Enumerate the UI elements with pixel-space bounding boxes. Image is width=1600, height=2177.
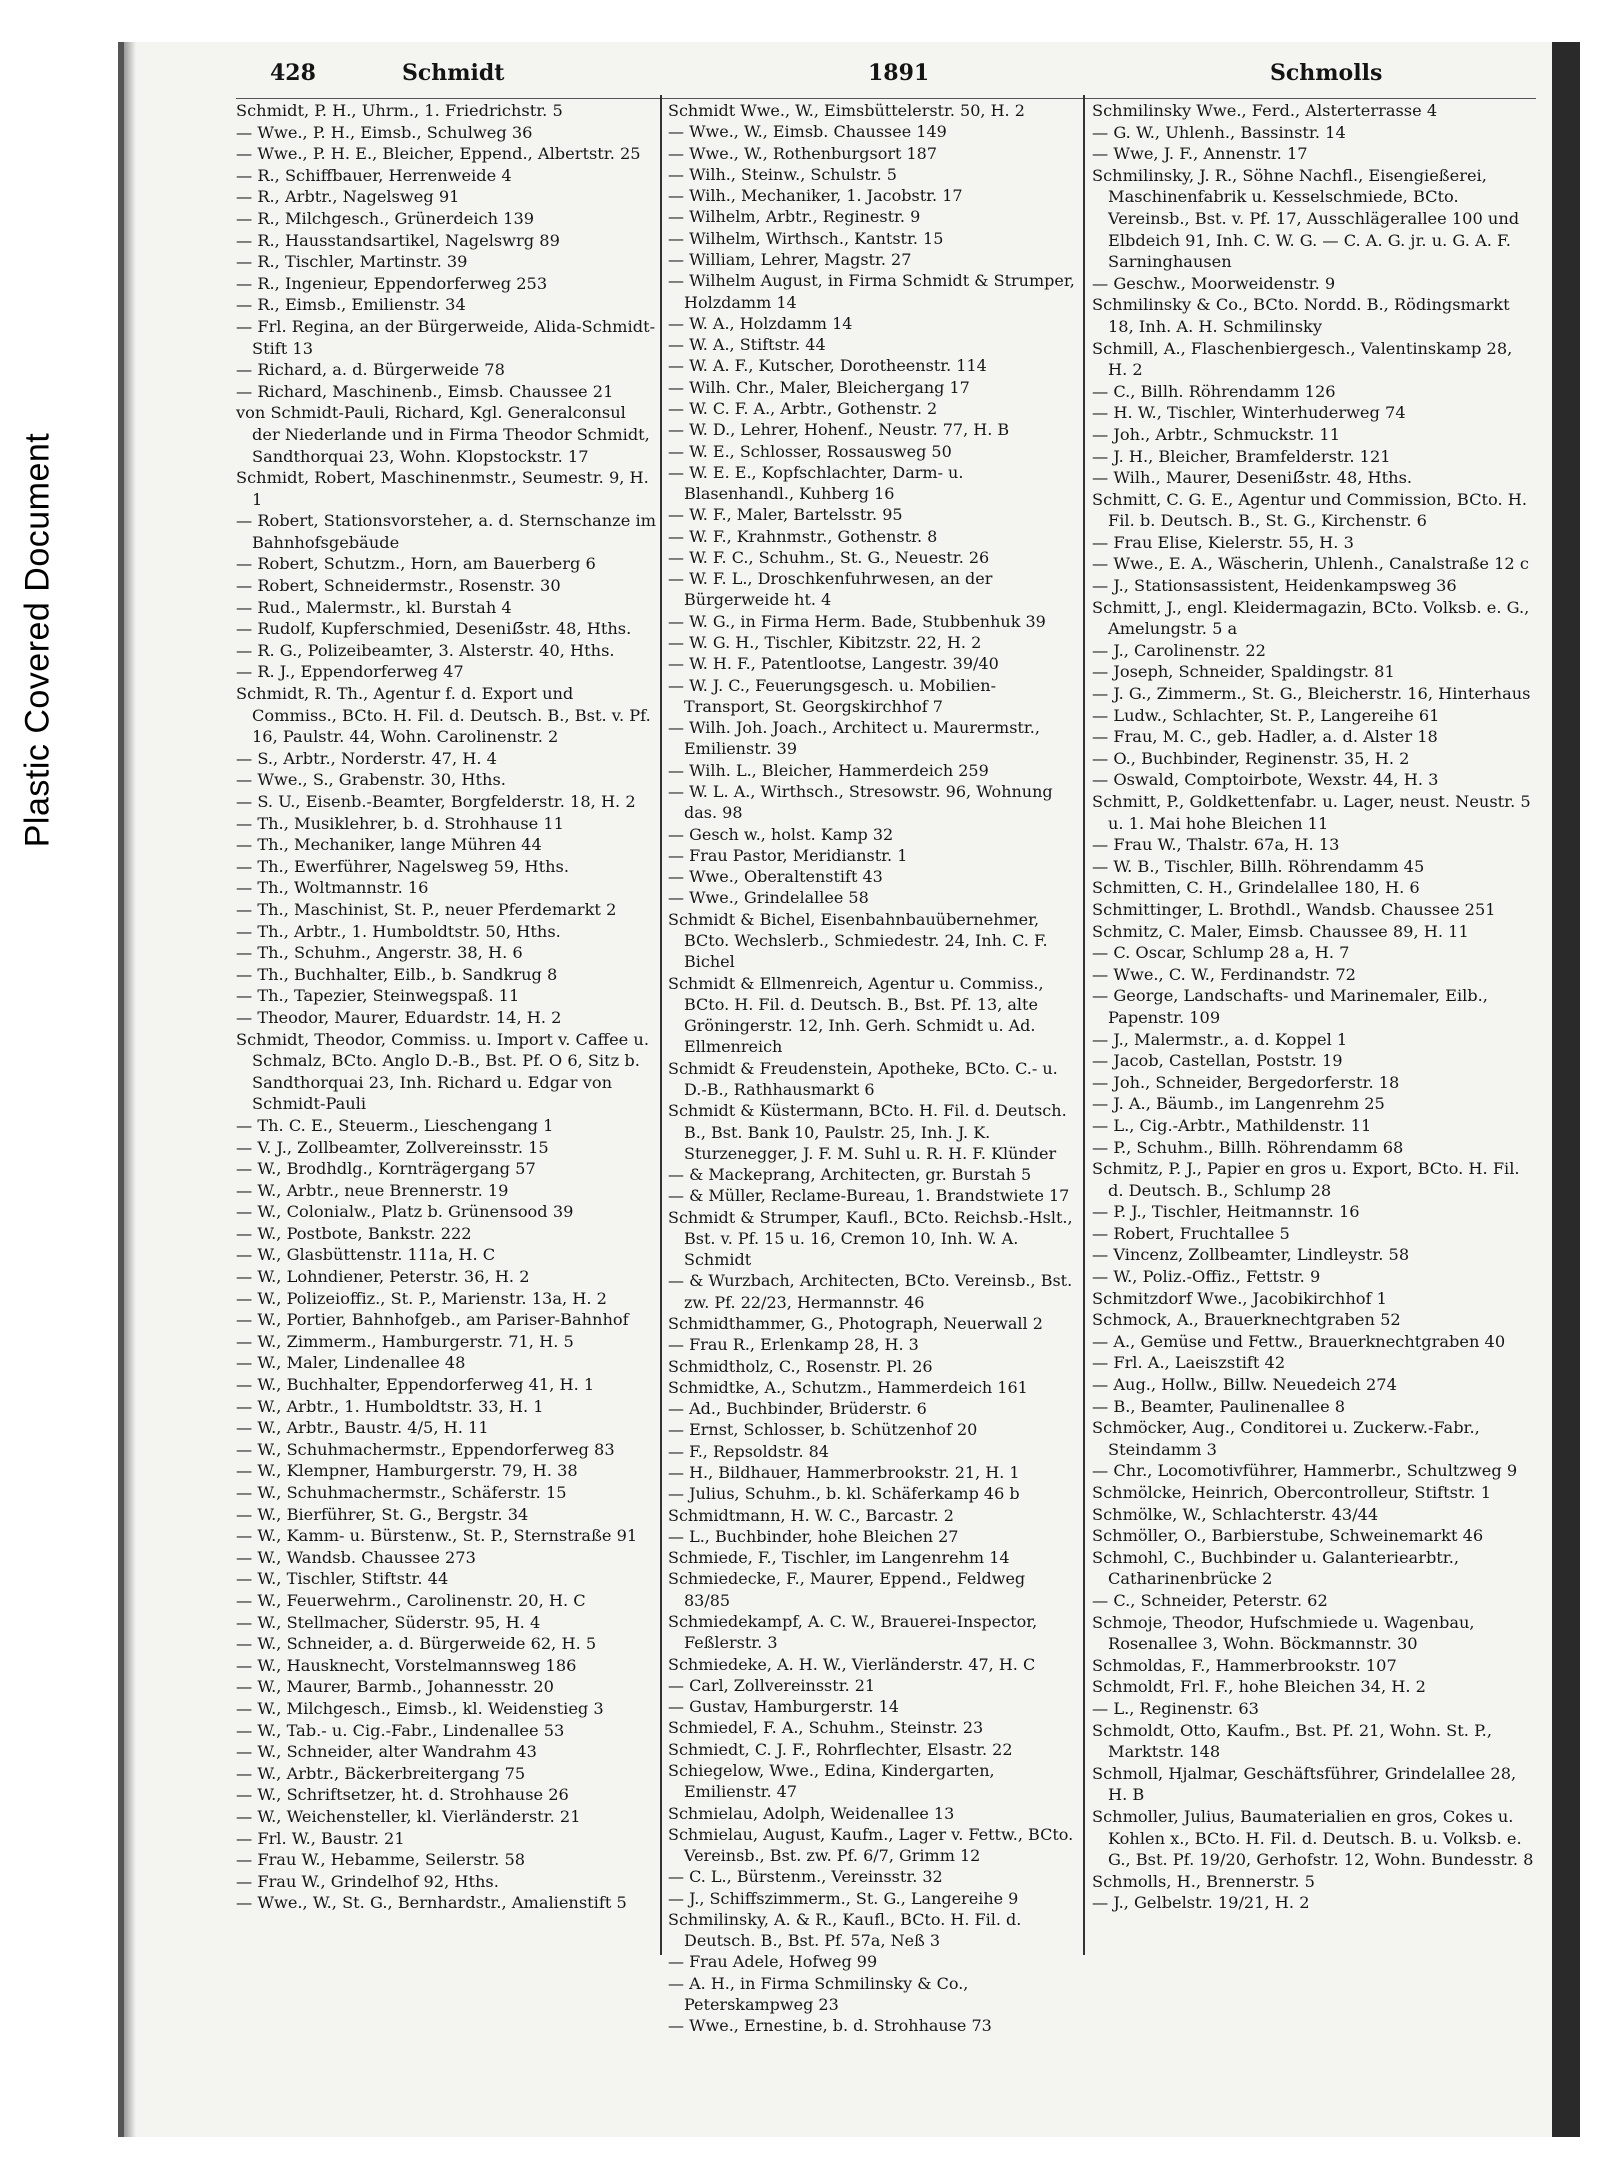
directory-entry: — Wwe., S., Grabenstr. 30, Hths.	[236, 770, 506, 790]
directory-entry: — A., Gemüse und Fettw., Brauerknechtgraben 40	[1092, 1331, 1506, 1351]
directory-entry: — W., Arbtr., 1. Humboldtstr. 33, H. 1	[236, 1396, 544, 1416]
directory-entry: — Wwe., W., St. G., Bernhardstr., Amalienstift 5	[236, 1893, 627, 1913]
directory-entry: — W., Kamm- u. Bürstenw., St. P., Sternstraße 91	[236, 1526, 638, 1546]
directory-entry: — J., Malermstr., a. d. Koppel 1	[1092, 1029, 1348, 1049]
left-keyword: Schmidt	[402, 60, 505, 86]
directory-entry: — George, Landschafts- und Marinemaler, Eilb., Papenstr. 109	[1092, 986, 1488, 1027]
directory-entry: — R., Tischler, Martinstr. 39	[236, 252, 468, 272]
directory-entry: — R. J., Eppendorferweg 47	[236, 662, 464, 682]
directory-entry: — W. L. A., Wirthsch., Stresowstr. 96, Wohnung das. 98	[668, 782, 1053, 823]
directory-entry: — F., Repsoldstr. 84	[668, 1441, 829, 1461]
directory-entry: — W., Maurer, Barmb., Johannesstr. 20	[236, 1677, 554, 1697]
directory-entry: Schmock, A., Brauerknechtgraben 52	[1092, 1310, 1401, 1330]
directory-entry: — C. Oscar, Schlump 28 a, H. 7	[1092, 943, 1350, 963]
directory-entry: Schmitz, C. Maler, Eimsb. Chaussee 89, H. 11	[1092, 921, 1469, 941]
directory-entry: — Frau W., Grindelhof 92, Hths.	[236, 1871, 499, 1891]
directory-entry: Schmidthammer, G., Photograph, Neuerwall 2	[668, 1314, 1043, 1334]
directory-entry: — Gustav, Hamburgerstr. 14	[668, 1697, 899, 1717]
directory-entry: — Wwe., P. H. E., Bleicher, Eppend., Albertstr. 25	[236, 144, 641, 164]
directory-entry: — Wilh., Mechaniker, 1. Jacobstr. 17	[668, 186, 963, 206]
directory-entry: — W., Portier, Bahnhofgeb., am Pariser-Bahnhof	[236, 1310, 629, 1330]
directory-entry: — J. A., Bäumb., im Langenrehm 25	[1092, 1094, 1385, 1114]
directory-entry: Schmiedeke, A. H. W., Vierländerstr. 47, H. C	[668, 1654, 1036, 1674]
directory-entry: Schmiede, F., Tischler, im Langenrehm 14	[668, 1548, 1010, 1568]
directory-entry: — C. L., Bürstenm., Vereinsstr. 32	[668, 1867, 943, 1887]
year: 1891	[868, 60, 930, 86]
directory-entry: — Frau Pastor, Meridianstr. 1	[668, 845, 908, 865]
directory-entry: Schiegelow, Wwe., Edina, Kindergarten, Emilienstr. 47	[668, 1760, 995, 1802]
directory-entry: — W. A. F., Kutscher, Dorotheenstr. 114	[668, 356, 987, 376]
directory-entry: — L., Cig.-Arbtr., Mathildenstr. 11	[1092, 1115, 1372, 1135]
directory-entry: — W. F., Maler, Bartelsstr. 95	[668, 505, 903, 525]
directory-entry: — A. H., in Firma Schmilinsky & Co., Peterskampweg 23	[668, 1973, 969, 2015]
directory-entry: — W., Buchhalter, Eppendorferweg 41, H. 1	[236, 1375, 595, 1395]
directory-entry: — Richard, a. d. Bürgerweide 78	[236, 360, 505, 380]
directory-entry: — W. G. H., Tischler, Kibitzstr. 22, H. 2	[668, 633, 982, 653]
directory-entry: — W. F. L., Droschkenfuhrwesen, an der Bürgerweide ht. 4	[668, 569, 993, 610]
directory-entry: — Robert, Stationsvorsteher, a. d. Sternschanze im Bahnhofsgebäude	[236, 511, 657, 552]
directory-entry: — Wilhelm, Arbtr., Reginestr. 9	[668, 207, 921, 227]
directory-entry: Schmidt, R. Th., Agentur f. d. Export und Commiss., BCto. H. Fil. d. Deutsch. B., Bst. v. Pf. 16, Paulstr. 44, Wohn. Carolinenstr. 2	[236, 684, 651, 747]
column-2	[668, 100, 1076, 2037]
directory-entry: — Wwe., W., Rothenburgsort 187	[668, 143, 938, 163]
directory-entry: — W. E. E., Kopfschlachter, Darm- u. Blasenhandl., Kuhberg 16	[668, 462, 964, 504]
directory-entry: — W., Postbote, Bankstr. 222	[236, 1223, 472, 1243]
directory-entry: Schmidt Wwe., W., Eimsbüttelerstr. 50, H. 2	[668, 101, 1025, 120]
directory-entry: — W., Hausknecht, Vorstelmannsweg 186	[236, 1655, 577, 1675]
directory-entry: — Wwe., E. A., Wäscherin, Uhlenh., Canalstraße 12 c	[1092, 554, 1529, 574]
directory-entry: Schmiedekampf, A. C. W., Brauerei-Inspector, Feßlerstr. 3	[668, 1611, 1038, 1653]
directory-entry: — Carl, Zollvereinsstr. 21	[668, 1675, 876, 1695]
directory-entry: — Geschw., Moorweidenstr. 9	[1092, 273, 1336, 293]
directory-entry: — W. F., Krahnmstr., Gothenstr. 8	[668, 526, 938, 546]
directory-entry: — Wilhelm, Wirthsch., Kantstr. 15	[668, 228, 944, 248]
directory-entry: Schmöller, O., Barbierstube, Schweinemarkt 46	[1092, 1526, 1484, 1546]
directory-entry: Schmohl, C., Buchbinder u. Galanteriearbtr., Catharinenbrücke 2	[1092, 1547, 1460, 1589]
directory-entry: — W., Weichensteller, kl. Vierländerstr. 21	[236, 1806, 581, 1826]
directory-entry: — & Müller, Reclame-Bureau, 1. Brandstwiete 17	[668, 1186, 1070, 1206]
directory-entry: — Chr., Locomotivführer, Hammerbr., Schultzweg 9	[1092, 1461, 1518, 1481]
directory-entry: Schmielau, August, Kaufm., Lager v. Fettw., BCto. Vereinsb., Bst. zw. Pf. 6/7, Grimm 12	[668, 1824, 1074, 1866]
directory-entry: Schmiedt, C. J. F., Rohrflechter, Elsastr. 22	[668, 1739, 1013, 1759]
directory-entry: — W. D., Lehrer, Hohenf., Neustr. 77, H. B	[668, 420, 1010, 440]
directory-entry: Schmitten, C. H., Grindelallee 180, H. 6	[1092, 878, 1420, 898]
directory-entry: — Th., Schuhm., Angerstr. 38, H. 6	[236, 943, 523, 963]
directory-entry: Schmöcker, Aug., Conditorei u. Zuckerw.-Fabr., Steindamm 3	[1092, 1418, 1480, 1459]
directory-entry: Schmidt, Theodor, Commiss. u. Import v. Caffee u. Schmalz, BCto. Anglo D.-B., Bst. Pf. O 6, Sitz b. Sandthorquai 23, Inh. Richard u. Edgar von Schmidt-Pauli	[236, 1029, 649, 1114]
directory-entry: — W., Zimmerm., Hamburgerstr. 71, H. 5	[236, 1331, 574, 1351]
directory-entry: — R., Arbtr., Nagelsweg 91	[236, 187, 460, 207]
directory-entry: — H., Bildhauer, Hammerbrookstr. 21, H. 1	[668, 1463, 1020, 1482]
directory-entry: — W., Brodhdlg., Kornträgergang 57	[236, 1159, 536, 1179]
directory-entry: Schmoldas, F., Hammerbrookstr. 107	[1092, 1655, 1397, 1675]
directory-entry: — W., Arbtr., neue Brennerstr. 19	[236, 1180, 509, 1200]
directory-entry: — W. G., in Firma Herm. Bade, Stubbenhuk 39	[668, 611, 1046, 631]
directory-entry: — Vincenz, Zollbeamter, Lindleystr. 58	[1092, 1245, 1410, 1265]
directory-entry: Schmoje, Theodor, Hufschmiede u. Wagenbau, Rosenallee 3, Wohn. Böckmannstr. 30	[1092, 1612, 1475, 1654]
directory-entry: — H. W., Tischler, Winterhuderweg 74	[1092, 403, 1406, 423]
directory-entry: — Th., Tapezier, Steinwegspaß. 11	[236, 986, 520, 1006]
directory-entry: — J. G., Zimmerm., St. G., Bleicherstr. 16, Hinterhaus	[1092, 684, 1531, 704]
directory-entry: — G. W., Uhlenh., Bassinstr. 14	[1092, 122, 1346, 142]
directory-entry: — J., Gelbelstr. 19/21, H. 2	[1092, 1893, 1310, 1913]
directory-entry: — Wwe., Ernestine, b. d. Strohhause 73	[668, 2016, 992, 2036]
directory-entry: — P. J., Tischler, Heitmannstr. 16	[1092, 1202, 1360, 1222]
column-1	[236, 100, 656, 1914]
side-label-text: Plastic Covered Document	[18, 432, 57, 848]
directory-entry: — Th., Maschinist, St. P., neuer Pferdemarkt 2	[236, 899, 617, 919]
directory-entry: Schmilinsky & Co., BCto. Nordd. B., Rödingsmarkt 18, Inh. A. H. Schmilinsky	[1092, 295, 1510, 336]
directory-entry: — W., Arbtr., Bäckerbreitergang 75	[236, 1763, 526, 1783]
directory-entry: Schmoldt, Frl. F., hohe Bleichen 34, H. 2	[1092, 1677, 1426, 1697]
directory-entry: — W., Schneider, a. d. Bürgerweide 62, H. 5	[236, 1634, 597, 1654]
directory-entry: — J., Schiffszimmerm., St. G., Langereihe 9	[668, 1888, 1019, 1908]
directory-entry: — Frau W., Hebamme, Seilerstr. 58	[236, 1850, 526, 1870]
directory-entry: Schmolls, H., Brennerstr. 5	[1092, 1871, 1315, 1891]
directory-entry: — W., Bierführer, St. G., Bergstr. 34	[236, 1504, 529, 1524]
directory-entry: — Frl. A., Laeiszstift 42	[1092, 1353, 1286, 1373]
directory-entry: — W. E., Schlosser, Rossausweg 50	[668, 441, 952, 461]
directory-entry: — W., Colonialw., Platz b. Grünensood 39	[236, 1202, 574, 1222]
directory-entry: — Frau R., Erlenkamp 28, H. 3	[668, 1335, 919, 1355]
directory-entry: — Th. C. E., Steuerm., Lieschengang 1	[236, 1115, 554, 1135]
directory-entry: — W. F. C., Schuhm., St. G., Neuestr. 26	[668, 547, 990, 567]
directory-entry: Schmidt & Küstermann, BCto. H. Fil. d. Deutsch. B., Bst. Bank 10, Paulstr. 25, Inh. J. K. Sturzenegger, J. F. M. Suhl u. R. H. F. Klünder	[668, 1101, 1067, 1163]
directory-entry: — Frau W., Thalstr. 67a, H. 13	[1092, 835, 1340, 855]
directory-entry: — J. H., Bleicher, Bramfelderstr. 121	[1092, 446, 1391, 466]
directory-entry: — Joh., Schneider, Bergedorferstr. 18	[1092, 1072, 1400, 1092]
directory-entry: — Rud., Malermstr., kl. Burstah 4	[236, 597, 512, 617]
directory-entry: — W., Feuerwehrm., Carolinenstr. 20, H. C	[236, 1590, 586, 1610]
directory-entry: — W., Schriftsetzer, ht. d. Strohhause 26	[236, 1785, 569, 1805]
directory-entry: Schmiedel, F. A., Schuhm., Steinstr. 23	[668, 1718, 984, 1738]
directory-entry: — W. A., Stiftstr. 44	[668, 335, 826, 355]
directory-entry: — L., Buchbinder, hohe Bleichen 27	[668, 1526, 959, 1546]
directory-entry: — W., Stellmacher, Süderstr. 95, H. 4	[236, 1612, 541, 1632]
column-3	[1092, 100, 1534, 1914]
directory-entry: — W., Poliz.-Offiz., Fettstr. 9	[1092, 1267, 1321, 1287]
directory-entry: — & Wurzbach, Architecten, BCto. Vereinsb., Bst. zw. Pf. 22/23, Hermannstr. 46	[668, 1271, 1073, 1312]
header-rule	[236, 98, 1536, 99]
directory-entry: — Rudolf, Kupferschmied, Deseniẞstr. 48, Hths.	[236, 619, 632, 639]
directory-entry: Schmidtke, A., Schutzm., Hammerdeich 161	[668, 1377, 1028, 1397]
directory-entry: Schmill, A., Flaschenbiergesch., Valentinskamp 28, H. 2	[1092, 338, 1513, 380]
directory-entry: — Wwe., W., Eimsb. Chaussee 149	[668, 122, 947, 142]
directory-entry: — Frl. Regina, an der Bürgerweide, Alida-Schmidt-Stift 13	[236, 316, 656, 358]
directory-entry: — Julius, Schuhm., b. kl. Schäferkamp 46 b	[668, 1484, 1020, 1504]
directory-entry: Schmitt, P., Goldkettenfabr. u. Lager, neust. Neustr. 5 u. 1. Mai hohe Bleichen 11	[1092, 792, 1531, 833]
directory-entry: — Th., Woltmannstr. 16	[236, 878, 429, 898]
directory-entry: — W. B., Tischler, Billh. Röhrendamm 45	[1092, 856, 1425, 876]
directory-entry: — R., Hausstandsartikel, Nagelswrg 89	[236, 230, 560, 250]
directory-entry: von Schmidt-Pauli, Richard, Kgl. Generalconsul der Niederlande und in Firma Theodor Schmidt, Sandthorquai 23, Wohn. Klopstockstr. 17	[236, 403, 650, 466]
directory-entry: — W., Wandsb. Chaussee 273	[236, 1547, 476, 1567]
directory-entry: — W., Polizeioffiz., St. P., Marienstr. 13a, H. 2	[236, 1288, 607, 1308]
directory-entry: Schmoller, Julius, Baumaterialien en gros, Cokes u. Kohlen x., BCto. H. Fil. d. Deutsch. B. u. Volksb. e. G., Bst. Pf. 19/20, Gerhofstr. 12, Wohn. Bundesstr. 8	[1092, 1806, 1534, 1870]
directory-entry: — W., Schneider, alter Wandrahm 43	[236, 1742, 537, 1762]
directory-entry: — Ludw., Schlachter, St. P., Langereihe 61	[1092, 705, 1440, 725]
directory-entry: — Joh., Arbtr., Schmuckstr. 11	[1092, 424, 1341, 444]
next-page-edge	[1552, 42, 1580, 2137]
directory-entry: — Wilh. Chr., Maler, Bleichergang 17	[668, 377, 970, 397]
directory-entry: — Wilh., Steinw., Schulstr. 5	[668, 164, 897, 184]
running-header	[270, 60, 1450, 100]
directory-entry: — Frau, M. C., geb. Hadler, a. d. Alster 18	[1092, 727, 1438, 747]
directory-entry: — Robert, Fruchtallee 5	[1092, 1223, 1290, 1243]
directory-entry: — W., Schuhmachermstr., Schäferstr. 15	[236, 1483, 567, 1502]
directory-entry: Schmidt & Strumper, Kaufl., BCto. Reichsb.-Hslt., Bst. v. Pf. 15 u. 16, Cremon 10, Inh. W. A. Schmidt	[668, 1207, 1073, 1270]
directory-entry: — C., Schneider, Peterstr. 62	[1092, 1590, 1328, 1610]
directory-entry: — W. A., Holzdamm 14	[668, 313, 853, 333]
directory-entry: Schmidtmann, H. W. C., Barcastr. 2	[668, 1505, 954, 1525]
column-divider	[1083, 95, 1085, 1955]
directory-entry: Schmilinsky, J. R., Söhne Nachfl., Eisengießerei, Maschinenfabrik u. Kesselschmiede, BCto. Vereinsb., Bst. v. Pf. 17, Ausschlägerallee 100 und Elbdeich 91, Inh. C. W. G. — C. A. G. jr. u. G. A. F. Sarninghausen	[1092, 165, 1520, 272]
directory-entry: Schmidtholz, C., Rosenstr. Pl. 26	[668, 1356, 933, 1376]
directory-entry: — Frau Adele, Hofweg 99	[668, 1952, 878, 1972]
directory-entry: — R., Ingenieur, Eppendorferweg 253	[236, 273, 548, 293]
directory-entry: — W., Tischler, Stiftstr. 44	[236, 1569, 449, 1589]
directory-entry: — Robert, Schneidermstr., Rosenstr. 30	[236, 576, 561, 596]
directory-entry: — Wilh., Maurer, Deseniẞstr. 48, Hths.	[1092, 468, 1413, 488]
directory-entry: — J., Carolinenstr. 22	[1092, 640, 1266, 660]
directory-entry: — W., Milchgesch., Eimsb., kl. Weidenstieg 3	[236, 1698, 604, 1718]
directory-entry: — Wilh. L., Bleicher, Hammerdeich 259	[668, 760, 989, 780]
directory-entry: — W., Maler, Lindenallee 48	[236, 1353, 466, 1373]
directory-entry: — C., Billh. Röhrendamm 126	[1092, 381, 1336, 401]
directory-entry: — Theodor, Maurer, Eduardstr. 14, H. 2	[236, 1007, 562, 1027]
directory-entry: — W., Glasbüttenstr. 111a, H. C	[236, 1245, 496, 1265]
directory-entry: — R., Eimsb., Emilienstr. 34	[236, 295, 466, 315]
directory-entry: Schmoll, Hjalmar, Geschäftsführer, Grindelallee 28, H. B	[1092, 1763, 1517, 1805]
directory-entry: — Jacob, Castellan, Poststr. 19	[1092, 1051, 1343, 1071]
directory-entry: — W. J. C., Feuerungsgesch. u. Mobilien-Transport, St. Georgskirchhof 7	[668, 675, 996, 716]
directory-entry: Schmidt & Bichel, Eisenbahnbauübernehmer, BCto. Wechslerb., Schmiedestr. 24, Inh. C. F. Bichel	[668, 909, 1048, 972]
directory-entry: — Th., Ewerführer, Nagelsweg 59, Hths.	[236, 856, 569, 876]
directory-entry: — S., Arbtr., Norderstr. 47, H. 4	[236, 748, 497, 768]
directory-entry: Schmoldt, Otto, Kaufm., Bst. Pf. 21, Wohn. St. P., Marktstr. 148	[1092, 1720, 1492, 1762]
directory-entry: Schmitz, P. J., Papier en gros u. Export, BCto. H. Fil. d. Deutsch. B., Schlump 28	[1092, 1159, 1520, 1200]
directory-entry: Schmittinger, L. Brothdl., Wandsb. Chaussee 251	[1092, 899, 1496, 919]
directory-entry: Schmitt, C. G. E., Agentur und Commission, BCto. H. Fil. b. Deutsch. B., St. G., Kirchenstr. 6	[1092, 489, 1527, 531]
page-number: 428	[270, 60, 316, 86]
directory-entry: — William, Lehrer, Magstr. 27	[668, 249, 912, 269]
directory-entry: — Robert, Schutzm., Horn, am Bauerberg 6	[236, 554, 596, 574]
right-keyword: Schmolls	[1270, 60, 1383, 86]
directory-entry: — W., Lohndiener, Peterstr. 36, H. 2	[236, 1267, 530, 1287]
directory-entry: Schmölke, W., Schlachterstr. 43/44	[1092, 1504, 1379, 1524]
directory-entry: — Ad., Buchbinder, Brüderstr. 6	[668, 1399, 927, 1419]
directory-entry: — Ernst, Schlosser, b. Schützenhof 20	[668, 1420, 978, 1440]
side-label	[8, 360, 68, 920]
directory-entry: — S. U., Eisenb.-Beamter, Borgfelderstr. 18, H. 2	[236, 792, 636, 811]
directory-entry: Schmölcke, Heinrich, Obercontrolleur, Stiftstr. 1	[1092, 1483, 1492, 1502]
directory-entry: — R., Schiffbauer, Herrenweide 4	[236, 165, 512, 185]
directory-entry: — Gesch w., holst. Kamp 32	[668, 824, 894, 844]
directory-entry: — J., Stationsassistent, Heidenkampsweg 36	[1092, 576, 1457, 596]
directory-entry: — R. G., Polizeibeamter, 3. Alsterstr. 40, Hths.	[236, 640, 615, 660]
directory-entry: Schmielau, Adolph, Weidenallee 13	[668, 1803, 955, 1823]
directory-entry: — Frl. W., Baustr. 21	[236, 1828, 405, 1848]
directory-entry: Schmilinsky Wwe., Ferd., Alsterterrasse 4	[1092, 101, 1438, 120]
directory-entry: — W. H. F., Patentlootse, Langestr. 39/40	[668, 654, 999, 674]
directory-entry: — W. C. F. A., Arbtr., Gothenstr. 2	[668, 398, 938, 418]
directory-entry: — Wwe., P. H., Eimsb., Schulweg 36	[236, 122, 533, 142]
directory-entry: — Th., Musiklehrer, b. d. Strohhause 11	[236, 813, 564, 833]
directory-entry: Schmidt & Freudenstein, Apotheke, BCto. C.- u. D.-B., Rathhausmarkt 6	[668, 1058, 1058, 1099]
directory-entry: — Th., Buchhalter, Eilb., b. Sandkrug 8	[236, 964, 558, 984]
directory-entry: — Th., Arbtr., 1. Humboldtstr. 50, Hths.	[236, 921, 561, 941]
directory-entry: — Wwe, J. F., Annenstr. 17	[1092, 144, 1308, 164]
directory-entry: — Frau Elise, Kielerstr. 55, H. 3	[1092, 532, 1354, 552]
directory-entry: — Oswald, Comptoirbote, Wexstr. 44, H. 3	[1092, 770, 1439, 790]
directory-entry: — W., Klempner, Hamburgerstr. 79, H. 38	[236, 1461, 578, 1481]
directory-entry: — O., Buchbinder, Reginenstr. 35, H. 2	[1092, 748, 1410, 768]
directory-entry: — Wwe., C. W., Ferdinandstr. 72	[1092, 964, 1356, 984]
directory-entry: Schmitt, J., engl. Kleidermagazin, BCto. Volksb. e. G., Amelungstr. 5 a	[1092, 597, 1530, 639]
directory-entry: Schmitzdorf Wwe., Jacobikirchhof 1	[1092, 1288, 1387, 1308]
directory-entry: Schmidt, Robert, Maschinenmstr., Seumestr. 9, H. 1	[236, 468, 649, 509]
directory-entry: — W., Tab.- u. Cig.-Fabr., Lindenallee 53	[236, 1720, 565, 1740]
directory-entry: — Aug., Hollw., Billw. Neuedeich 274	[1092, 1375, 1397, 1395]
directory-entry: Schmidt & Ellmenreich, Agentur u. Commiss., BCto. H. Fil. d. Deutsch. B., Bst. Pf. 13, alte Gröningerstr. 12, Inh. Gerh. Schmidt u. Ad. Ellmenreich	[668, 973, 1044, 1057]
directory-entry: — Joseph, Schneider, Spaldingstr. 81	[1092, 662, 1395, 682]
directory-entry: — P., Schuhm., Billh. Röhrendamm 68	[1092, 1137, 1404, 1157]
directory-entry: — Wwe., Oberaltenstift 43	[668, 867, 883, 887]
directory-entry: — W., Schuhmachermstr., Eppendorferweg 83	[236, 1439, 615, 1459]
column-divider	[660, 95, 662, 1955]
directory-entry: Schmidt, P. H., Uhrm., 1. Friedrichstr. 5	[236, 101, 563, 120]
directory-entry: — Th., Mechaniker, lange Mühren 44	[236, 835, 542, 855]
directory-entry: Schmiedecke, F., Maurer, Eppend., Feldweg 83/85	[668, 1569, 1026, 1610]
directory-entry: — Richard, Maschinenb., Eimsb. Chaussee 21	[236, 381, 614, 401]
directory-entry: — & Mackeprang, Architecten, gr. Burstah 5	[668, 1165, 1032, 1185]
page-gutter-shadow	[124, 42, 136, 2137]
directory-entry: — Wilhelm August, in Firma Schmidt & Strumper, Holzdamm 14	[668, 271, 1075, 312]
directory-entry: — R., Milchgesch., Grünerdeich 139	[236, 208, 535, 228]
directory-entry: — Wwe., Grindelallee 58	[668, 888, 869, 908]
directory-entry: Schmilinsky, A. & R., Kaufl., BCto. H. Fil. d. Deutsch. B., Bst. Pf. 57a, Neß 3	[668, 1909, 1022, 1951]
directory-entry: — L., Reginenstr. 63	[1092, 1698, 1259, 1718]
directory-entry: — Wilh. Joh. Joach., Architect u. Maurermstr., Emilienstr. 39	[668, 718, 1040, 759]
directory-entry: — V. J., Zollbeamter, Zollvereinsstr. 15	[236, 1137, 549, 1157]
directory-entry: — W., Arbtr., Baustr. 4/5, H. 11	[236, 1418, 489, 1438]
directory-entry: — B., Beamter, Paulinenallee 8	[1092, 1396, 1346, 1416]
